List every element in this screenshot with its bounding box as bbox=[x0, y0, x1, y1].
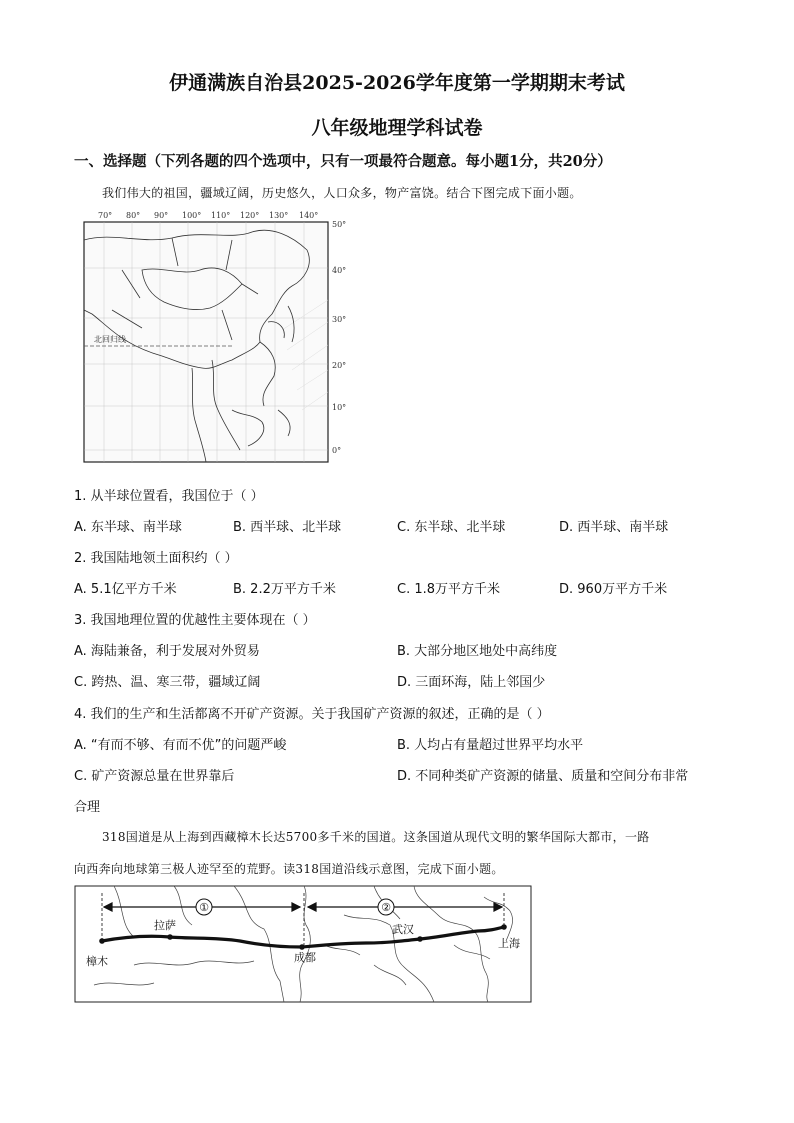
segment-1-label: ① bbox=[199, 901, 209, 914]
china-location-map bbox=[82, 210, 352, 465]
q2-option-b[interactable]: B. 2.2万平方千米 bbox=[233, 582, 336, 597]
lon-label: 140° bbox=[299, 211, 319, 220]
city-label-zhangmu: 樟木 bbox=[86, 955, 108, 968]
q3-option-c[interactable]: C. 跨热、温、寒三带，疆域辽阔 bbox=[74, 675, 261, 690]
lat-label: 40° bbox=[332, 266, 347, 275]
lon-label: 110° bbox=[211, 211, 231, 220]
question-4: 4. 我们的生产和生活都离不开矿产资源。关于我国矿产资源的叙述，正确的是（ ） bbox=[74, 707, 550, 722]
lat-label: 10° bbox=[332, 403, 347, 412]
question-2: 2. 我国陆地领土面积约（ ） bbox=[74, 551, 238, 566]
q4-option-d-continuation: 合理 bbox=[74, 800, 101, 815]
lon-label: 90° bbox=[154, 211, 169, 220]
question-3: 3. 我国地理位置的优越性主要体现在（ ） bbox=[74, 613, 316, 628]
q4-option-b[interactable]: B. 人均占有量超过世界平均水平 bbox=[397, 738, 584, 753]
q4-option-d[interactable]: D. 不同种类矿产资源的储量、质量和空间分布非常 bbox=[397, 769, 689, 784]
city-dot-wuhan bbox=[417, 936, 423, 942]
q1-option-c[interactable]: C. 东半球、北半球 bbox=[397, 520, 506, 535]
q2-option-c[interactable]: C. 1.8万平方千米 bbox=[397, 582, 501, 597]
q2-option-a[interactable]: A. 5.1亿平方千米 bbox=[74, 582, 177, 597]
q3-option-d[interactable]: D. 三面环海，陆上邻国少 bbox=[397, 675, 546, 690]
lat-label: 0° bbox=[332, 446, 342, 455]
lat-label: 30° bbox=[332, 315, 347, 324]
passage-line-2: 向西奔向地球第三极人迹罕至的荒野。读318国道沿线示意图，完成下面小题。 bbox=[74, 862, 504, 876]
q1-option-a[interactable]: A. 东半球、南半球 bbox=[74, 520, 182, 535]
q4-option-c[interactable]: C. 矿产资源总量在世界靠后 bbox=[74, 769, 235, 784]
q3-option-a[interactable]: A. 海陆兼备，利于发展对外贸易 bbox=[74, 644, 260, 659]
city-label-chengdu: 成都 bbox=[294, 951, 316, 964]
lon-label: 130° bbox=[269, 211, 289, 220]
q1-option-b[interactable]: B. 西半球、北半球 bbox=[233, 520, 342, 535]
lon-label: 120° bbox=[240, 211, 260, 220]
tropic-label: 北回归线 bbox=[94, 335, 126, 344]
q4-option-a[interactable]: A. “有而不够、有而不优”的问题严峻 bbox=[74, 738, 287, 753]
q3-option-b[interactable]: B. 大部分地区地处中高纬度 bbox=[397, 644, 558, 659]
section-heading: 一、选择题（下列各题的四个选项中，只有一项最符合题意。每小题1分，共20分） bbox=[74, 153, 612, 170]
lon-label: 100° bbox=[182, 211, 202, 220]
lat-label: 50° bbox=[332, 220, 347, 229]
city-dot-lhasa bbox=[167, 934, 173, 940]
city-label-shanghai: 上海 bbox=[498, 937, 520, 950]
city-label-wuhan: 武汉 bbox=[392, 923, 414, 936]
section-intro: 我们伟大的祖国，疆域辽阔，历史悠久，人口众多，物产富饶。结合下图完成下面小题。 bbox=[102, 186, 582, 200]
passage-line-1: 318国道是从上海到西藏樟木长达5700多千米的国道。这条国道从现代文明的繁华国际大都市，一路 bbox=[102, 830, 650, 844]
city-dot-zhangmu bbox=[99, 938, 105, 944]
lon-label: 80° bbox=[126, 211, 141, 220]
q1-option-d[interactable]: D. 西半球、南半球 bbox=[559, 520, 669, 535]
city-dot-chengdu bbox=[299, 944, 305, 950]
lon-label: 70° bbox=[98, 211, 113, 220]
segment-2-label: ② bbox=[381, 901, 391, 914]
city-label-lhasa: 拉萨 bbox=[154, 919, 176, 932]
question-1: 1. 从半球位置看，我国位于（ ） bbox=[74, 489, 264, 504]
city-dot-shanghai bbox=[501, 924, 507, 930]
road-318-map bbox=[74, 885, 532, 1003]
exam-title: 伊通满族自治县2025-2026学年度第一学期期末考试 bbox=[169, 72, 625, 94]
exam-subtitle: 八年级地理学科试卷 bbox=[311, 117, 483, 139]
q2-option-d[interactable]: D. 960万平方千米 bbox=[559, 582, 668, 597]
lat-label: 20° bbox=[332, 361, 347, 370]
